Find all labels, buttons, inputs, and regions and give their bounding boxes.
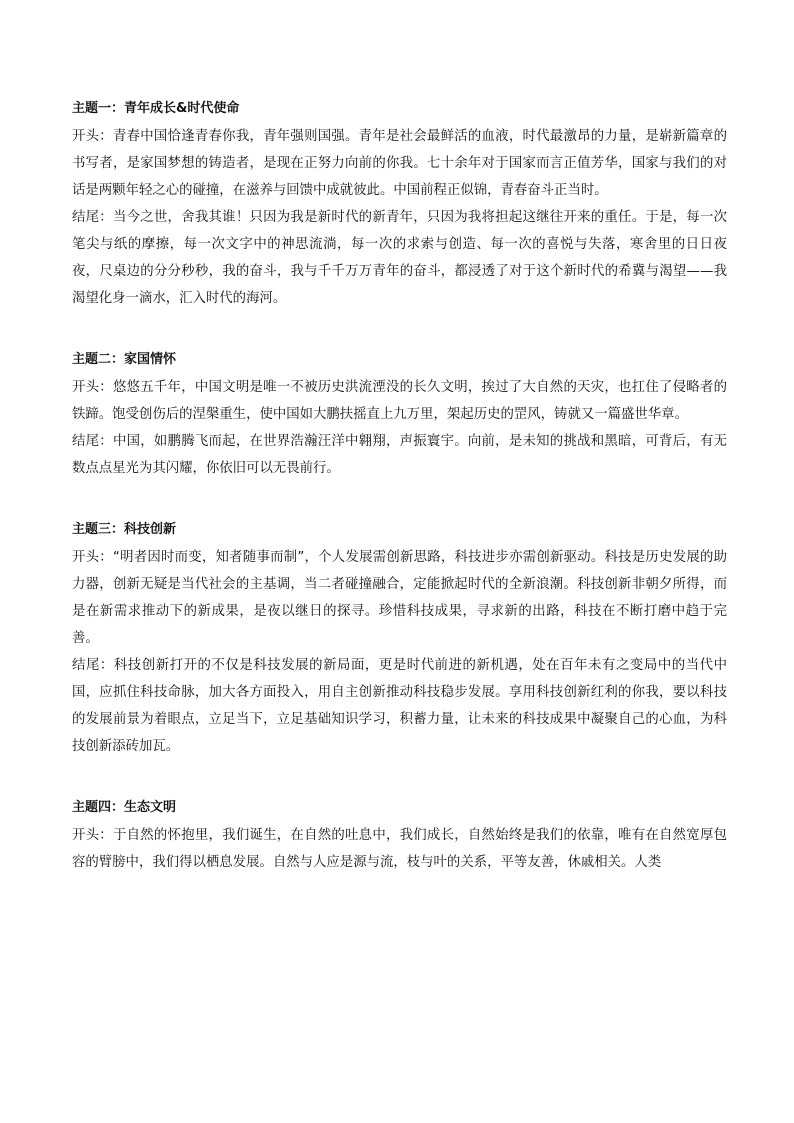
section-title: 主题二：家国情怀: [72, 352, 177, 367]
section-theme-3: [72, 516, 727, 760]
section-theme-4: [72, 794, 727, 876]
ending-paragraph: 结尾：当今之世，舍我其谁！只因为我是新时代的新青年，只因为我将担起这继往开来的重任。于是，每一次笔尖与纸的摩擦，每一次文字中的神思流淌，每一次的求索与创造、每一次的喜悦与失落，寒舍里的日日夜夜，尺桌边的分分秒秒，我的奋斗，我与千千万万青年的奋斗，都浸透了对于这个新时代的希冀与渴望——我渴望化身一滴水，汇入时代的海河。: [72, 210, 727, 306]
ending-paragraph: 结尾：科技创新打开的不仅是科技发展的新局面，更是时代前进的新机遇，处在百年未有之变局中的当代中国，应抓住科技命脉，加大各方面投入，用自主创新推动科技稳步发展。享用科技创新红利的你我，要以科技的发展前景为着眼点，立足当下，立足基础知识学习，积蓄力量，让未来的科技成果中凝聚自己的心血，为科技创新添砖加瓦。: [72, 658, 727, 754]
section-theme-1: [72, 95, 727, 312]
document-page: [72, 95, 727, 876]
section-title: 主题一：青年成长&时代使命: [72, 101, 240, 116]
opening-paragraph: 开头：悠悠五千年，中国文明是唯一不被历史洪流湮没的长久文明，挨过了大自然的天灾，也扛住了侵略者的铁蹄。饱受创伤后的涅槃重生，使中国如大鹏扶摇直上九万里，架起历史的罡风，铸就又一篇盛世华章。: [72, 380, 727, 422]
opening-paragraph: 开头：于自然的怀抱里，我们诞生，在自然的吐息中，我们成长，自然始终是我们的依靠，唯有在自然宽厚包容的臂膀中，我们得以栖息发展。自然与人应是源与流，枝与叶的关系，平等友善，休戚相关。人类: [72, 828, 727, 870]
section-theme-2: [72, 346, 727, 482]
section-title: 主题三：科技创新: [72, 522, 177, 537]
opening-paragraph: 开头：青春中国恰逢青春你我，青年强则国强。青年是社会最鲜活的血液，时代最激昂的力量，是崭新篇章的书写者，是家国梦想的铸造者，是现在正努力向前的你我。七十余年对于国家而言正值芳华，国家与我们的对话是两颗年轻之心的碰撞，在滋养与回馈中成就彼此。中国前程正似锦，青春奋斗正当时。: [72, 129, 727, 198]
opening-paragraph: 开头：“明者因时而变，知者随事而制”，个人发展需创新思路，科技进步亦需创新驱动。科技是历史发展的助力器，创新无疑是当代社会的主基调，当二者碰撞融合，定能掀起时代的全新浪潮。科技创新非朝夕所得，而是在新需求推动下的新成果，是夜以继日的探寻。珍惜科技成果，寻求新的出路，科技在不断打磨中趋于完善。: [72, 550, 727, 646]
ending-paragraph: 结尾：中国，如鹏腾飞而起，在世界浩瀚汪洋中翱翔，声振寰宇。向前，是未知的挑战和黑暗，可背后，有无数点点星光为其闪耀，你依旧可以无畏前行。: [72, 434, 727, 476]
section-title: 主题四：生态文明: [72, 800, 177, 815]
